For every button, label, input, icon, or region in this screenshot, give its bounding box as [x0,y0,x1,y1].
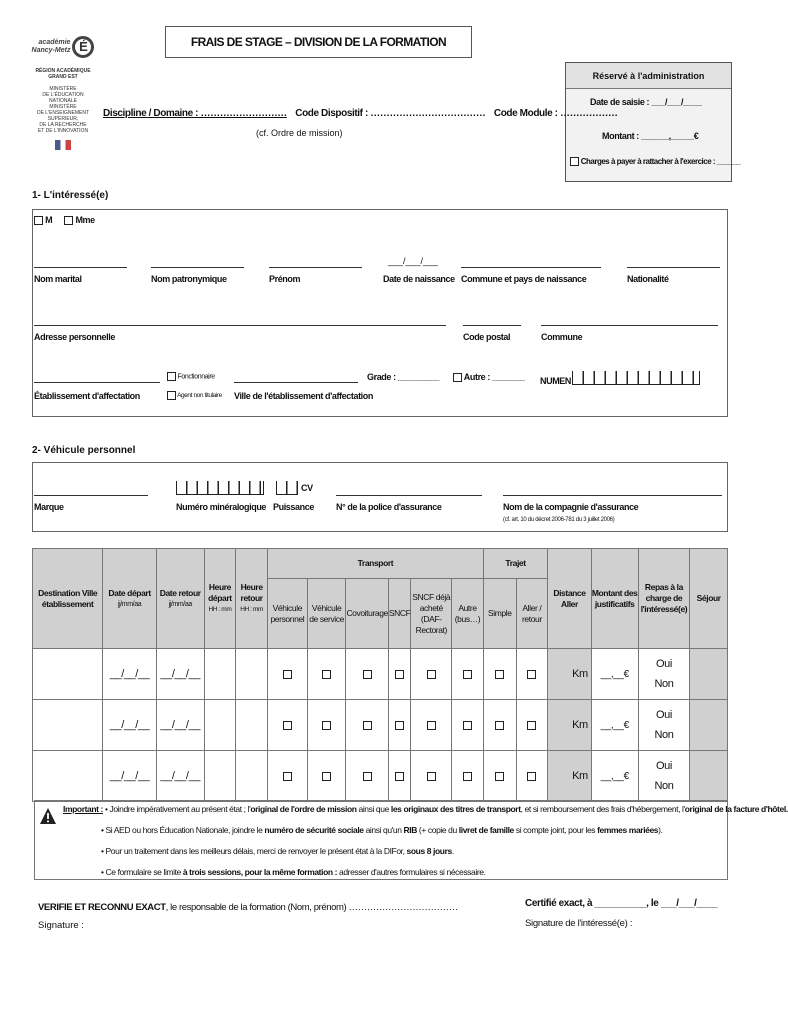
etablissement-label: Établissement d'affectation [34,391,140,401]
important-label: Important : [63,804,103,814]
montant-cell[interactable]: __,__€ [591,751,638,802]
sejour-header: Séjour [690,549,728,649]
heure-retour-cell[interactable] [236,649,268,700]
discipline-field[interactable]: Discipline / Domaine : ……………………… [103,108,287,119]
date-retour-cell[interactable]: __/__/__ [156,649,204,700]
code-postal-line[interactable] [463,325,521,326]
adresse-label: Adresse personnelle [34,332,115,342]
simple-checkbox[interactable] [495,772,504,781]
heure-retour-header [236,549,268,649]
section1-title: 1- L'intéressé(e) [32,190,109,201]
m-label: M [45,215,53,225]
marque-label: Marque [34,502,64,512]
commune-naissance-line[interactable] [461,267,601,268]
note-line-1-text-b: original de l'ordre de mission [250,804,357,814]
note-line-2-text-b: numéro de sécurité sociale [264,825,364,835]
verifie-bold: VERIFIE ET RECONNU EXACT [38,902,166,913]
section2-box [32,462,728,532]
sncf-achete-checkbox[interactable] [427,721,436,730]
important-note-box [34,800,788,880]
logo-line: DE LA RECHERCHE [39,122,87,128]
cv-label: CV [301,483,313,493]
code-postal-label: Code postal [463,332,511,342]
covoiturage-header: Covoiturage [346,579,388,649]
note-line-4 [63,862,727,883]
date-depart-cell[interactable]: __/__/__ [103,751,157,802]
note-line-2-text-i: ). [658,825,663,835]
heure-depart-cell[interactable] [204,751,236,802]
non-option[interactable]: Non [654,678,674,690]
autre-transport-header: Autre (bus…) [452,579,484,649]
dob-line[interactable]: ___/___/___ [388,256,439,266]
repas-header: Repas à la charge de l'intéressé(e) [638,549,690,649]
numen-label: NUMEN [540,376,571,386]
note-line-3-text-b: sous 8 jours [406,846,452,856]
dob-label: Date de naissance [383,274,455,284]
simple-header: Simple [483,579,516,649]
simple-checkbox[interactable] [495,670,504,679]
marque-line[interactable] [34,495,148,496]
vehicule-personnel-header: Véhicule personnel [267,579,307,649]
section2-title: 2- Véhicule personnel [32,445,136,456]
nom-marital-label: Nom marital [34,274,82,284]
fonctionnaire-label: Fonctionnaire [177,373,215,381]
oui-option[interactable]: Oui [656,709,672,721]
commune-line[interactable] [541,325,718,326]
code-dispositif-field[interactable]: Code Dispositif : ……………………………… [295,108,486,119]
distance-header: Distance Aller [548,549,592,649]
date-depart-header [103,549,157,649]
academie-logo [28,36,98,166]
mme-checkbox[interactable] [64,216,73,225]
simple-checkbox[interactable] [495,721,504,730]
note-line-2-text-a: • Si AED ou hors Éducation Nationale, joindre le [101,825,265,835]
aller-retour-checkbox[interactable] [527,670,536,679]
logo-brand-line2: Nancy-Metz [31,47,71,54]
nationalite-label: Nationalité [627,274,669,284]
logo-line: DE L'ÉDUCATION NATIONALE [42,92,84,104]
form-title: FRAIS DE STAGE – DIVISION DE LA FORMATION [165,26,472,58]
ordre-mission-note: (cf. Ordre de mission) [256,128,343,138]
oui-option[interactable]: Oui [656,658,672,670]
adresse-line[interactable] [34,325,446,326]
date-retour-format: jj/mm/aa [168,600,192,608]
table-row [33,649,728,700]
logo-line: MINISTÈRE [49,86,77,92]
vehicule-personnel-checkbox[interactable] [283,670,292,679]
note-line-2-text-h: femmes mariées [597,825,659,835]
agent-label: Agent non titulaire [177,392,222,400]
heure-depart-cell[interactable] [204,649,236,700]
sejour-cell[interactable] [690,700,728,751]
logo-line: DE L'ENSEIGNEMENT SUPÉRIEUR, [36,110,90,122]
charges-label: Charges à payer à rattacher à l'exercice : ______ [580,157,741,166]
nationalite-line[interactable] [627,267,720,268]
heure-retour-cell[interactable] [236,700,268,751]
logo-line: RÉGION ACADÉMIQUE [35,68,91,74]
distance-cell[interactable]: Km [548,751,592,802]
verifie-rest[interactable]: , le responsable de la formation (Nom, prénom) ……………………………… [165,902,458,913]
note-line-1-text-c: ainsi que [356,804,391,814]
heure-retour-label: Heure retour [240,582,263,603]
destination-cell[interactable] [33,751,103,802]
logo-line: ET DE L'INNOVATION [37,128,89,134]
ville-etab-label: Ville de l'établissement d'affectation [234,391,373,401]
repas-cell[interactable] [638,649,690,700]
trajet-header: Trajet [483,549,547,579]
police-label: N° de la police d'assurance [336,502,442,512]
autre-checkbox[interactable] [463,772,472,781]
sncf-checkbox[interactable] [395,721,404,730]
fonctionnaire-checkbox[interactable] [167,372,176,381]
note-line-2-text-d: RIB [403,825,417,835]
verifie-line [38,902,458,913]
mme-label: Mme [75,215,95,225]
note-line-1-text-e: , et si remboursement des frais d'hébergement, l' [520,804,685,814]
heure-retour-cell[interactable] [236,751,268,802]
non-option[interactable]: Non [654,780,674,792]
covoiturage-checkbox[interactable] [363,721,372,730]
warning-icon [39,807,57,825]
vehicule-service-header: Véhicule de service [307,579,346,649]
autre-checkbox[interactable] [463,670,472,679]
date-retour-label: Date retour [159,587,201,598]
non-option[interactable]: Non [654,729,674,741]
table-row [33,751,728,802]
montant-cell[interactable]: __,__€ [591,649,638,700]
sncf-checkbox[interactable] [395,670,404,679]
sncf-achete-checkbox[interactable] [427,772,436,781]
sncf-achete-header: SNCF déjà acheté (DAF-Rectorat) [411,579,452,649]
distance-cell[interactable]: Km [548,649,592,700]
date-depart-cell[interactable]: __/__/__ [103,649,157,700]
frais-table [32,548,728,802]
vehicule-service-checkbox[interactable] [322,772,331,781]
etablissement-line[interactable] [34,382,160,383]
aller-retour-header: Aller / retour [516,579,548,649]
heure-depart-label: Heure départ [208,582,232,603]
section1-box [32,209,728,417]
compagnie-note: (cf. art. 10 du décret 2006-781 du 3 juillet 2006) [503,517,615,523]
prenom-label: Prénom [269,274,301,284]
compagnie-line[interactable] [503,495,722,496]
note-line-1 [63,799,788,820]
note-line-4-text-b: à trois sessions, pour la même formation : [182,867,338,877]
note-line-2-text-g: si compte joint, pour les [513,825,598,835]
puissance-label: Puissance [273,502,314,512]
sejour-cell[interactable] [690,649,728,700]
date-retour-cell[interactable]: __/__/__ [156,751,204,802]
note-line-2 [63,820,727,841]
note-line-3-text-c: . [451,846,454,856]
date-saisie[interactable]: Date de saisie : ___/___/____ [590,97,702,107]
commune-label: Commune [541,332,583,342]
table-row [33,700,728,751]
police-line[interactable] [336,495,482,496]
heure-depart-cell[interactable] [204,700,236,751]
nom-patronymique-line[interactable] [151,267,244,268]
vehicule-personnel-checkbox[interactable] [283,772,292,781]
commune-naissance-label: Commune et pays de naissance [461,274,587,284]
transport-header: Transport [267,549,483,579]
aller-retour-checkbox[interactable] [527,721,536,730]
montant-admin[interactable]: Montant : ______,_____€ [602,131,699,141]
destination-cell[interactable] [33,649,103,700]
aller-retour-checkbox[interactable] [527,772,536,781]
nom-marital-line[interactable] [34,267,127,268]
admin-box [565,62,741,182]
montant-header: Montant des justificatifs [591,549,638,649]
note-line-1-text-a: • Joindre impérativement au présent état ; l' [104,804,251,814]
repas-cell[interactable] [638,700,690,751]
destination-cell[interactable] [33,700,103,751]
logo-e-icon: É [72,36,94,58]
signature-interesse-label: Signature de l'intéressé(e) : [525,918,633,929]
numero-boxes[interactable] [176,481,264,495]
covoiturage-checkbox[interactable] [363,772,372,781]
sncf-achete-checkbox[interactable] [427,670,436,679]
note-line-4-text-a: • Ce formulaire se limite [101,867,183,877]
note-line-4-text-c: adresser d'autres formulaires si nécessaire. [337,867,486,877]
autre-checkbox[interactable] [453,373,462,382]
repas-cell[interactable] [638,751,690,802]
date-depart-format: jj/mm/aa [117,600,142,608]
note-line-2-text-e: (+ copie du [416,825,459,835]
heure-depart-header [204,549,236,649]
prenom-line[interactable] [269,267,362,268]
vehicule-personnel-checkbox[interactable] [283,721,292,730]
note-line-1-text-f: original de la facture d'hôtel. [684,804,788,814]
montant-cell[interactable]: __,__€ [591,700,638,751]
compagnie-label: Nom de la compagnie d'assurance [503,502,639,512]
date-depart-label: Date départ [108,587,151,598]
marianne-flag-icon [55,140,71,150]
agent-checkbox[interactable] [167,391,176,400]
admin-header: Réservé à l'administration [566,63,731,89]
heure-retour-format: HH : mm [240,606,264,613]
heure-depart-format: HH : mm [208,606,232,613]
charges-checkbox[interactable] [570,157,579,166]
note-line-3 [63,841,727,862]
grade-field[interactable]: Grade : _________ [367,372,440,382]
date-retour-header [156,549,204,649]
note-line-1-text-d: les originaux des titres de transport [390,804,521,814]
oui-option[interactable]: Oui [656,760,672,772]
nom-patronymique-label: Nom patronymique [151,274,227,284]
autre-field[interactable]: Autre : _______ [463,372,525,382]
sejour-cell[interactable] [690,751,728,802]
sncf-header: SNCF [388,579,411,649]
certifie-field[interactable]: Certifié exact, à __________, le ___/___/____ [525,898,718,909]
code-module-field[interactable]: Code Module : ……………… [493,108,618,119]
sncf-checkbox[interactable] [395,772,404,781]
numen-boxes[interactable] [572,371,700,385]
logo-brand-line1: académie [38,39,71,46]
signature-label: Signature : [38,920,84,931]
m-checkbox[interactable] [34,216,43,225]
date-retour-cell[interactable]: __/__/__ [156,700,204,751]
note-line-2-text-f: livret de famille [458,825,514,835]
numero-label: Numéro minéralogique [176,502,267,512]
logo-line: GRAND EST [48,74,78,80]
covoiturage-checkbox[interactable] [363,670,372,679]
note-line-2-text-c: ainsi qu'un [363,825,404,835]
ville-etab-line[interactable] [234,382,358,383]
vehicule-service-checkbox[interactable] [322,670,331,679]
destination-header: Destination Ville établissement [33,549,103,649]
autre-checkbox[interactable] [463,721,472,730]
date-depart-cell[interactable]: __/__/__ [103,700,157,751]
puissance-boxes[interactable] [276,481,298,495]
distance-cell[interactable]: Km [548,700,592,751]
vehicule-service-checkbox[interactable] [322,721,331,730]
logo-line: MINISTÈRE [49,104,77,110]
note-line-3-text-a: • Pour un traitement dans les meilleurs délais, merci de renvoyer le présent état à la DIFor, [101,846,407,856]
